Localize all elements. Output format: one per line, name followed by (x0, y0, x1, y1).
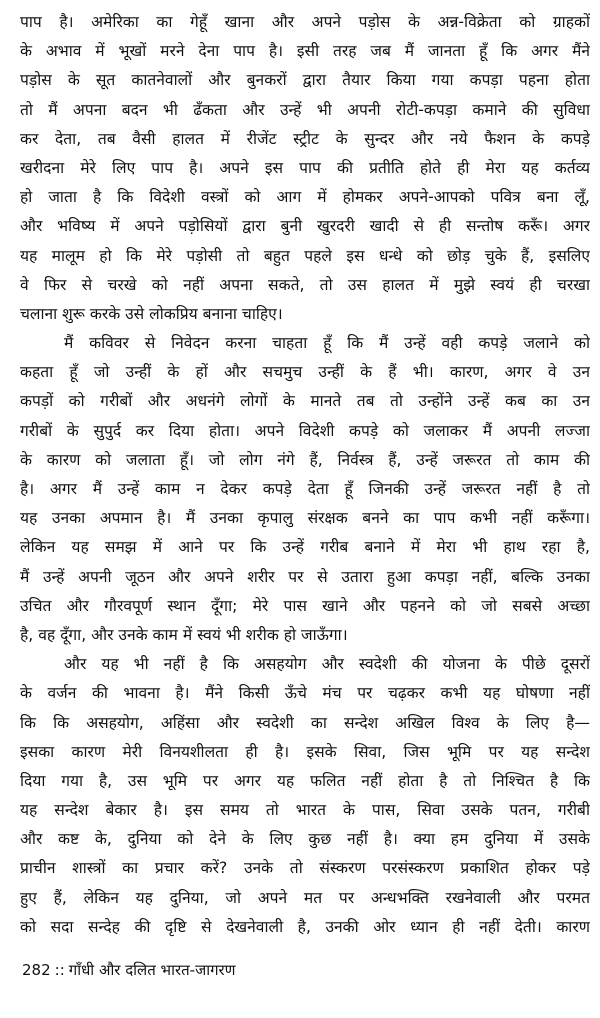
text-line: चलाना शुरू करके उसे लोकप्रिय बनाना चाहिए। (20, 304, 283, 323)
footer-separator: :: (54, 961, 65, 979)
text-line: खरीदना मेरे लिए पाप है। अपने इस पाप की प्रतीति होते ही मेरा यह कर्तव्य (20, 158, 590, 177)
text-line: और भविष्य में अपने पड़ोसियों द्वारा बुनी खुरदरी खादी से ही सन्तोष करूँ। अगर (20, 217, 590, 236)
text-line: यह मालूम हो कि मेरे पड़ोसी तो बहुत पहले इस धन्धे को छोड़ चुके हैं, इसलिए (20, 246, 590, 265)
text-line: के अभाव में भूखों मरने देना पाप है। इसी तरह जब मैं जानता हूँ कि अगर मैंने (20, 42, 590, 61)
text-line: यह उनका अपमान है। मैं उनका कृपालु संरक्षक बनने का पाप कभी नहीं करूँगा। (20, 509, 590, 528)
text-line: है, वह दूँगा, और उनके काम में स्वयं भी शरीक हो जाऊँगा। (20, 625, 348, 644)
text-line: कि कि असहयोग, अहिंसा और स्वदेशी का सन्देश अखिल विश्व के लिए है— (20, 713, 590, 732)
text-line: के वर्जन की भावना है। मैंने किसी ऊँचे मंच पर चढ़कर कभी यह घोषणा नहीं (20, 684, 590, 703)
text-line: हुए हैं, लेकिन यह दुनिया, जो अपने मत पर अन्धभक्ति रखनेवाली और परमत (20, 888, 590, 907)
text-line: तो मैं अपना बदन भी ढँकता और उन्हें भी अपनी रोटी-कपड़ा कमाने की सुविधा (20, 100, 590, 119)
text-line: प्राचीन शास्त्रों का प्रचार करें? उनके तो संस्करण परसंस्करण प्रकाशित होकर पड़े (20, 859, 590, 878)
text-line: पाप है। अमेरिका का गेहूँ खाना और अपने पड़ोस के अन्न-विक्रेता को ग्राहकों (20, 13, 590, 31)
text-line: कपड़ों को गरीबों और अधनंगे लोगों के मानते तब तो उन्होंने उन्हें कब का उन (20, 392, 590, 411)
text-line: उचित और गौरवपूर्ण स्थान दूँगा; मेरे पास खाने और पहनने को जो सबसे अच्छा (20, 596, 590, 615)
paragraph (20, 650, 590, 942)
text-line: और कष्ट के, दुनिया को देने के लिए कुछ नहीं है। क्या हम दुनिया में उसके (20, 830, 590, 849)
text-line: गरीबों के सुपुर्द कर दिया होता। अपने विदेशी कपड़े को जलाकर मैं अपनी लज्जा (20, 421, 590, 440)
page-footer (22, 958, 236, 982)
text-line: मैं उन्हें अपनी जूठन और अपने शरीर पर से उतारा हुआ कपड़ा नहीं, बल्कि उनका (20, 567, 590, 586)
paragraph (20, 8, 590, 329)
text-line: दिया गया है, उस भूमि पर अगर यह फलित नहीं होता है तो निश्चित है कि (20, 771, 590, 790)
text-line: के कारण को जलाता हूँ। जो लोग नंगे हैं, निर्वस्त्र हैं, उन्हें जरूरत तो काम की (20, 450, 590, 469)
text-line: मैं कविवर से निवेदन करना चाहता हूँ कि मैं उन्हें वही कपड़े जलाने को (64, 334, 590, 353)
body-text (20, 8, 590, 942)
paragraph (20, 329, 590, 650)
text-line: और यह भी नहीं है कि असहयोग और स्वदेशी की योजना के पीछे दूसरों (64, 655, 590, 674)
book-title: गाँधी और दलित भारत-जागरण (68, 961, 236, 979)
text-line: कर देता, तब वैसी हालत में रीजेंट स्ट्रीट के सुन्दर और नये फैशन के कपड़े (20, 129, 590, 148)
text-line: लेकिन यह समझ में आने पर कि उन्हें गरीब बनाने में मेरा भी हाथ रहा है, (20, 538, 590, 557)
text-line: इसका कारण मेरी विनयशीलता ही है। इसके सिवा, जिस भूमि पर यह सन्देश (20, 742, 590, 761)
text-line: कहता हूँ जो उन्हीं के हों और सचमुच उन्हीं के हैं भी। कारण, अगर वे उन (20, 363, 590, 382)
text-line: हो जाता है कि विदेशी वस्त्रों को आग में होमकर अपने-आपको पवित्र बना लूँ, (20, 188, 590, 207)
page-number: 282 (22, 961, 51, 979)
text-line: को सदा सन्देह की दृष्टि से देखनेवाली है, उनकी ओर ध्यान ही नहीं देती। कारण (20, 917, 590, 936)
text-line: पड़ोस के सूत कातनेवालों और बुनकरों द्वारा तैयार किया गया कपड़ा पहना होता (20, 71, 590, 90)
text-line: वे फिर से चरखे को नहीं अपना सकते, तो उस हालत में मुझे स्वयं ही चरखा (20, 275, 590, 294)
text-line: यह सन्देश बेकार है। इस समय तो भारत के पास, सिवा उसके पतन, गरीबी (20, 801, 590, 820)
text-line: है। अगर मैं उन्हें काम न देकर कपड़े देता हूँ जिनकी उन्हें जरूरत नहीं है तो (20, 480, 590, 498)
